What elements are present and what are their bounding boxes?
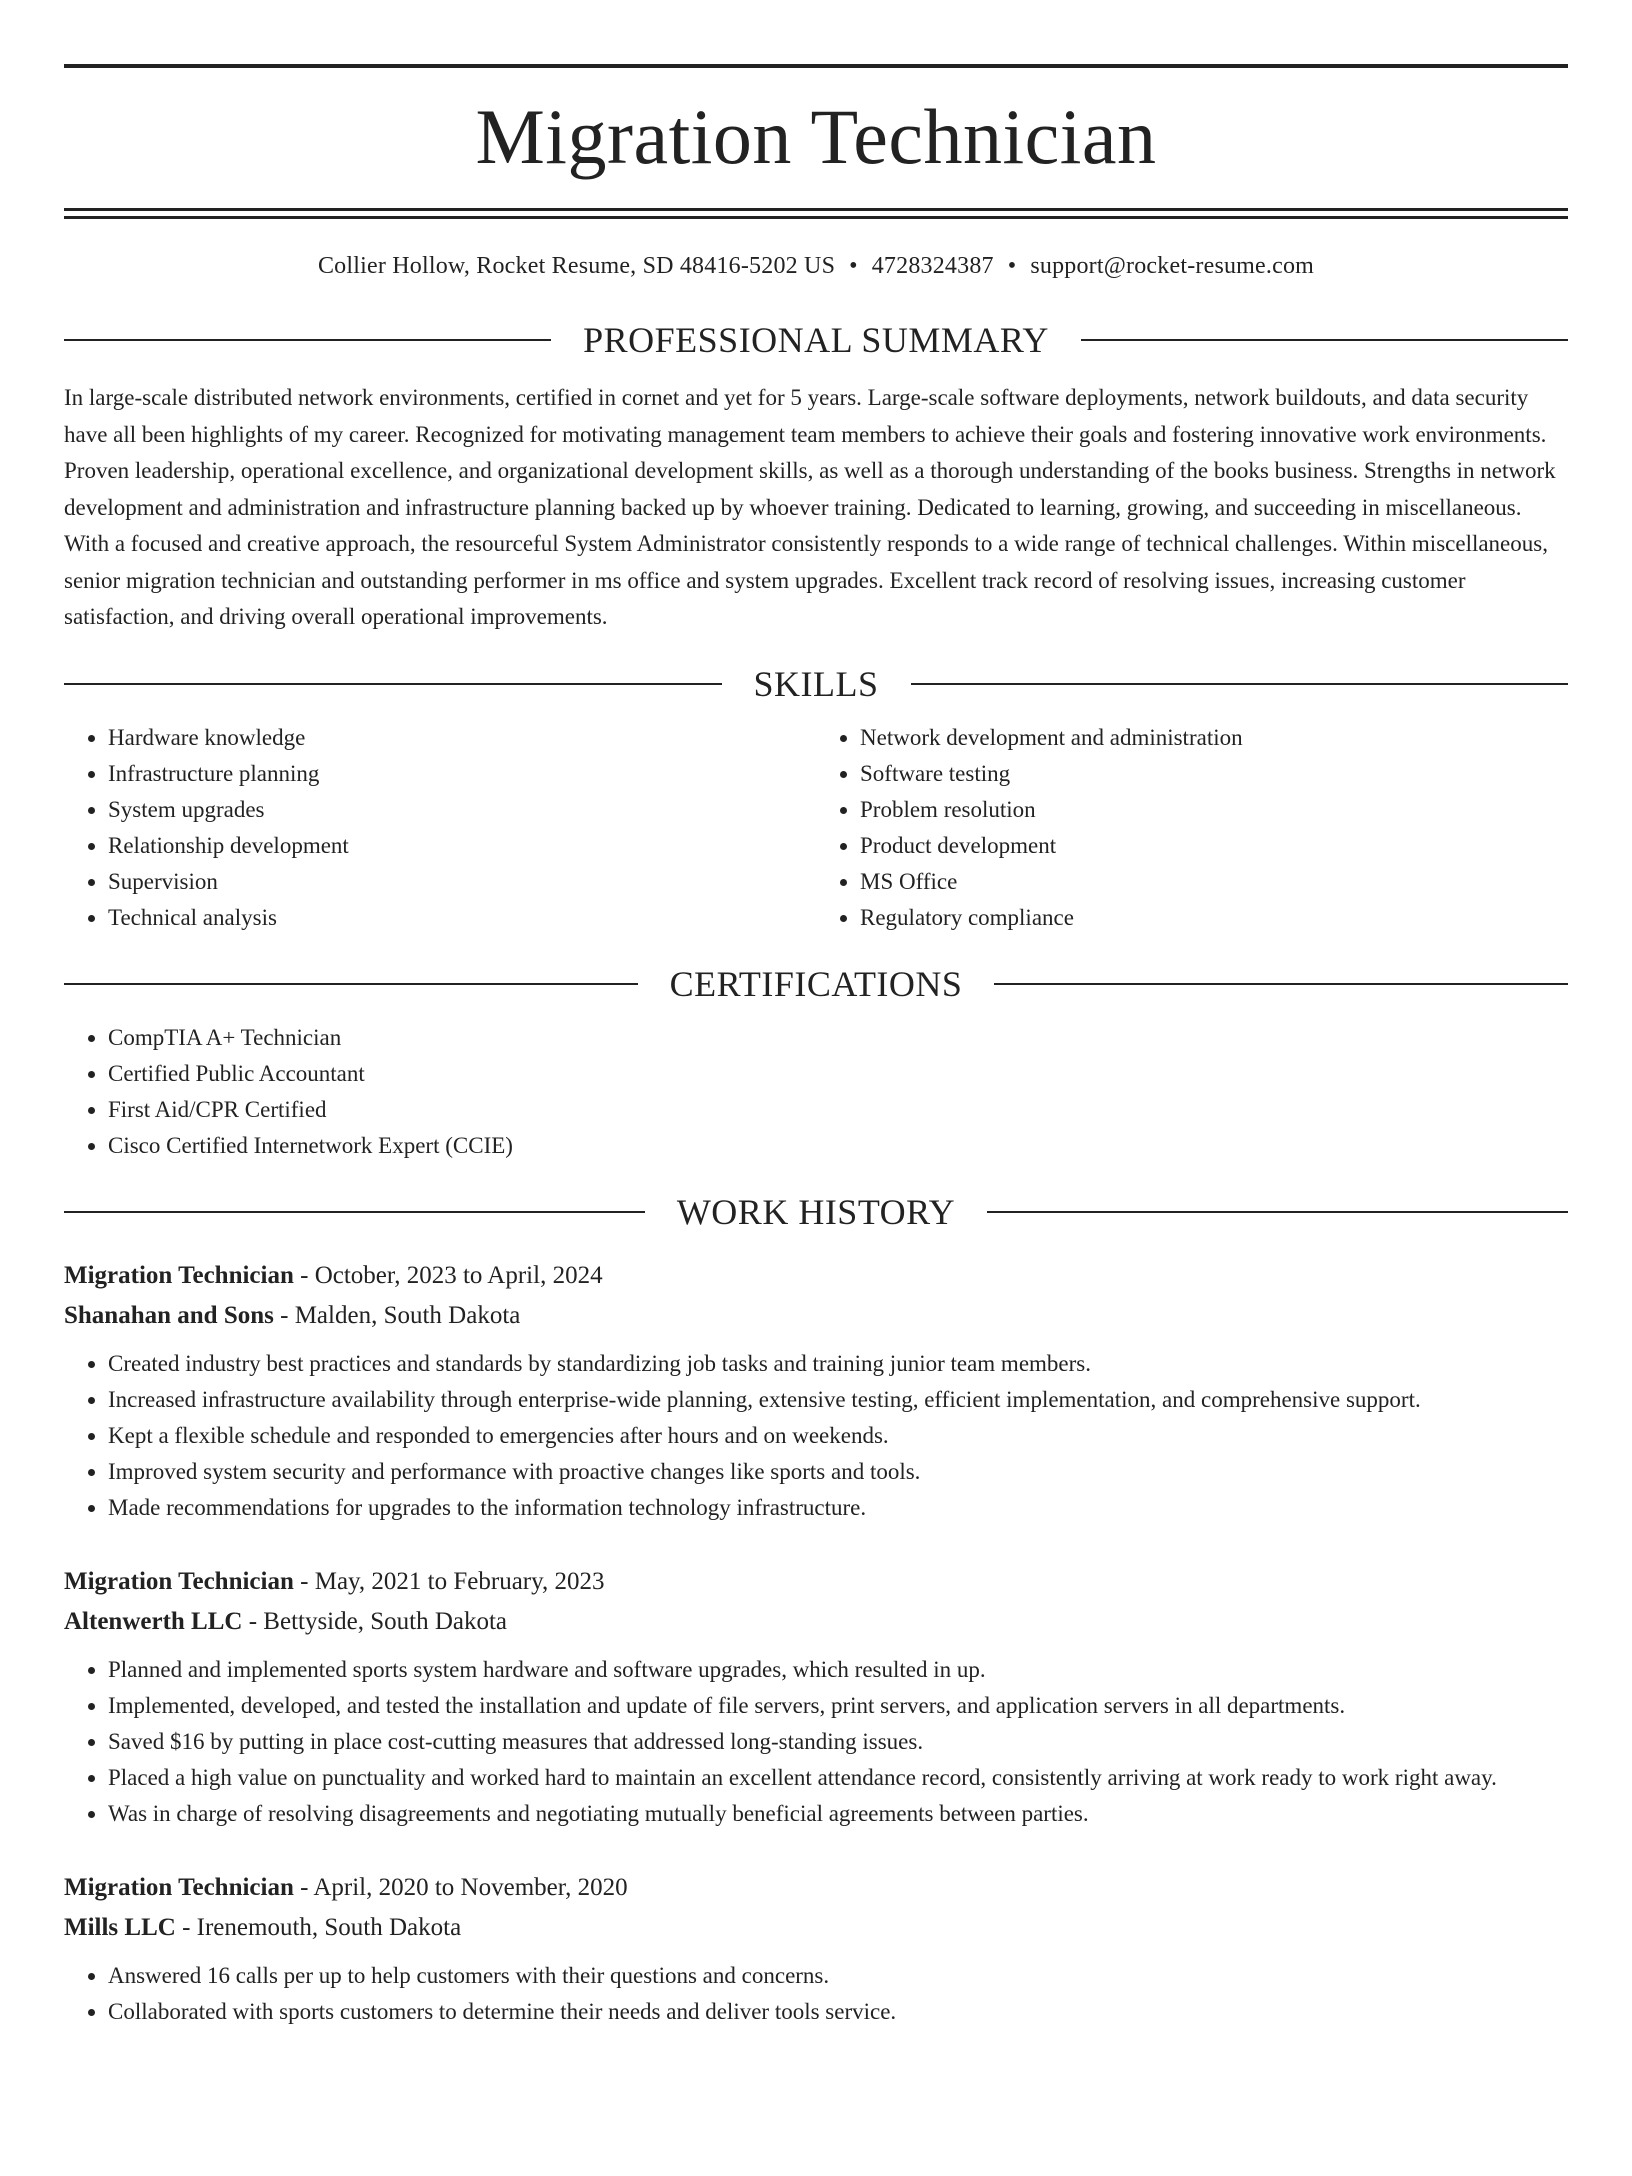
certification-item: • Cisco Certified Internetwork Expert (CCIE)	[108, 1128, 1568, 1164]
job-role: Migration Technician	[64, 1567, 294, 1595]
section-title: WORK HISTORY	[676, 1191, 956, 1232]
job-bullet: • Collaborated with sports customers to determine their needs and deliver tools service.	[108, 1994, 1568, 2030]
job-bullet: • Made recommendations for upgrades to the information technology infrastructure.	[108, 1490, 1568, 1526]
skills-left-list	[64, 720, 816, 936]
summary-heading	[64, 322, 1568, 358]
job-bullet: • Was in charge of resolving disagreements and negotiating mutually beneficial agreements between parties.	[108, 1796, 1568, 1832]
heading-rule	[64, 339, 551, 341]
address: Collier Hollow, Rocket Resume, SD 48416-5202 US	[317, 253, 836, 279]
job-bullet: • Improved system security and performance with proactive changes like sports and tools.	[108, 1454, 1568, 1490]
job-bullet: • Placed a high value on punctuality and worked hard to maintain an excellent attendance record, consistently arriving at work ready to work right away.	[108, 1760, 1568, 1796]
job-role: Migration Technician	[64, 1873, 294, 1901]
job-dates: - October, 2023 to April, 2024	[293, 1261, 603, 1289]
heading-rule	[911, 683, 1569, 685]
job-location: - Malden, South Dakota	[273, 1301, 521, 1329]
skill-item: • Product development	[860, 828, 1568, 864]
certifications-heading	[64, 963, 1568, 1004]
skill-item: • Problem resolution	[860, 792, 1568, 828]
work-history-heading	[64, 1191, 1568, 1232]
job-entry	[64, 1562, 1568, 1832]
job-company: Altenwerth LLC	[64, 1607, 243, 1635]
job-entry	[64, 1868, 1568, 2030]
certification-item: • CompTIA A+ Technician	[108, 1020, 1568, 1056]
job-company-line	[64, 1602, 1568, 1642]
candidate-name: Migration Technician	[475, 93, 1157, 180]
skills-grid	[64, 702, 1568, 936]
certifications-list	[64, 1020, 1568, 1164]
top-rule	[64, 64, 1568, 68]
heading-rule	[64, 983, 638, 985]
skill-item: • Technical analysis	[108, 900, 816, 936]
heading-rule	[1081, 339, 1568, 341]
job-bullet: • Implemented, developed, and tested the installation and update of file servers, print servers, and application servers in all departments.	[108, 1688, 1568, 1724]
contact-line	[64, 253, 1568, 280]
summary-text: In large-scale distributed network environments, certified in cornet and yet for 5 years. Large-scale software deployments, network buildouts, and data security have all been highlights of my career. Recognized for motivating management team members to achieve their goals and fostering innovative work environments. Proven leadership, operational excellence, and organizational development skills, as well as a thorough understanding of the books business. Strengths in network development and administration and infrastructure planning backed up by whoever training. Dedicated to learning, growing, and succeeding in miscellaneous. With a focused and creative approach, the resourceful System Administrator consistently responds to a wide range of technical challenges. Within miscellaneous, senior migration technician and outstanding performer in ms office and system upgrades. Excellent track record of resolving issues, increasing customer satisfaction, and driving overall operational improvements.	[64, 385, 1556, 629]
certification-item: • Certified Public Accountant	[108, 1056, 1568, 1092]
skill-item: • Supervision	[108, 864, 816, 900]
job-role: Migration Technician	[64, 1261, 294, 1289]
skills-right-list	[816, 720, 1568, 936]
skill-item: • Infrastructure planning	[108, 756, 816, 792]
job-bullets	[64, 1346, 1568, 1526]
skill-item: • Network development and administration	[860, 720, 1568, 756]
skill-item: • System upgrades	[108, 792, 816, 828]
job-company-line	[64, 1908, 1568, 1948]
skill-item: • Regulatory compliance	[860, 900, 1568, 936]
job-bullet: • Increased infrastructure availability through enterprise-wide planning, extensive testing, efficient implementation, and comprehensive support.	[108, 1382, 1568, 1418]
job-bullet: • Planned and implemented sports system hardware and software upgrades, which resulted in up.	[108, 1652, 1568, 1688]
job-location: - Irenemouth, South Dakota	[175, 1913, 462, 1941]
section-title: CERTIFICATIONS	[669, 963, 963, 1004]
skill-item: • MS Office	[860, 864, 1568, 900]
job-bullets	[64, 1958, 1568, 2030]
skill-item: • Relationship development	[108, 828, 816, 864]
double-rule	[64, 208, 1568, 219]
job-bullet: • Answered 16 calls per up to help customers with their questions and concerns.	[108, 1958, 1568, 1994]
heading-rule	[987, 1211, 1568, 1213]
job-location: - Bettyside, South Dakota	[242, 1607, 508, 1635]
job-company: Mills LLC	[64, 1913, 176, 1941]
job-company: Shanahan and Sons	[64, 1301, 274, 1329]
job-title-line	[64, 1562, 1568, 1602]
certification-item: • First Aid/CPR Certified	[108, 1092, 1568, 1128]
resume-page	[0, 64, 1632, 2176]
heading-rule	[64, 1211, 645, 1213]
job-title-line	[64, 1256, 1568, 1296]
heading-rule	[994, 983, 1568, 985]
job-bullets	[64, 1652, 1568, 1832]
skills-heading	[64, 663, 1568, 704]
heading-rule	[64, 683, 722, 685]
skill-item: • Software testing	[860, 756, 1568, 792]
job-bullet: • Kept a flexible schedule and responded to emergencies after hours and on weekends.	[108, 1418, 1568, 1454]
separator: •	[849, 253, 858, 279]
phone: 4728324387	[871, 253, 994, 279]
job-dates: - April, 2020 to November, 2020	[293, 1873, 628, 1901]
job-bullet: • Created industry best practices and standards by standardizing job tasks and training junior team members.	[108, 1346, 1568, 1382]
section-title: SKILLS	[753, 663, 879, 704]
section-title: PROFESSIONAL SUMMARY	[583, 320, 1049, 360]
job-bullet: • Saved $16 by putting in place cost-cutting measures that addressed long-standing issues.	[108, 1724, 1568, 1760]
job-company-line	[64, 1296, 1568, 1336]
job-entry	[64, 1256, 1568, 1526]
separator: •	[1007, 253, 1017, 279]
skill-item: • Hardware knowledge	[108, 720, 816, 756]
email[interactable]: support@rocket-resume.com	[1030, 253, 1315, 279]
job-title-line	[64, 1868, 1568, 1908]
job-dates: - May, 2021 to February, 2023	[293, 1567, 605, 1595]
